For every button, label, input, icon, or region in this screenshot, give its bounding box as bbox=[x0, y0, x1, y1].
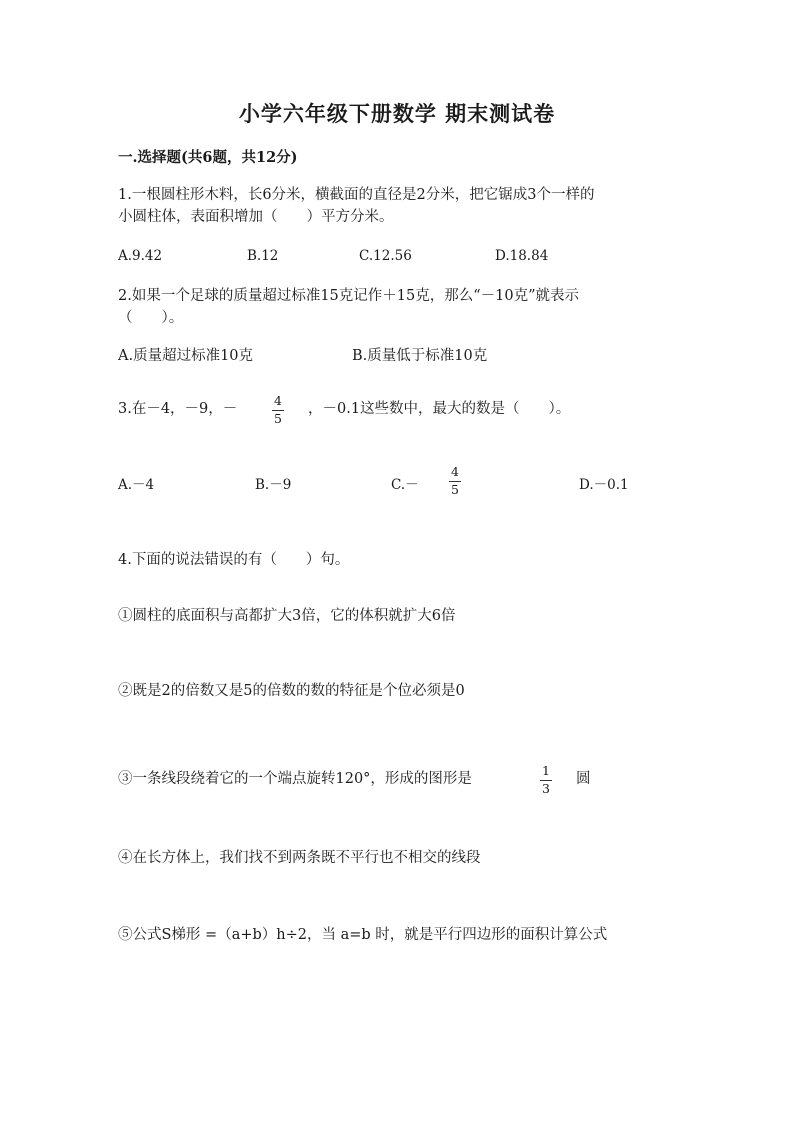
fraction-denominator: 5 bbox=[451, 482, 459, 497]
fraction-numerator: 4 bbox=[274, 393, 282, 408]
question-1-option-b: B.12 bbox=[247, 248, 279, 264]
question-4-statement-2: ②既是2的倍数又是5的倍数的数的特征是个位必须是0 bbox=[118, 683, 465, 699]
question-3-option-c-fraction bbox=[449, 465, 461, 497]
question-1-line-2: 小圆柱体，表面积增加（ ）平方分米。 bbox=[118, 209, 394, 225]
fraction-denominator: 5 bbox=[274, 411, 282, 426]
question-4-statement-3-prefix: ③一条线段绕着它的一个端点旋转120°，形成的图形是 bbox=[118, 771, 472, 787]
question-2-line-1: 2.如果一个足球的质量超过标准15克记作＋15克，那么“－10克”就表示 bbox=[118, 288, 580, 304]
question-3-option-c: C.－ bbox=[391, 477, 419, 493]
question-4-statement-5: ⑤公式S梯形 =（a+b）h÷2，当 a=b 时，就是平行四边形的面积计算公式 bbox=[118, 927, 608, 943]
question-3-option-a: A.－4 bbox=[118, 477, 155, 493]
question-2-option-a: A.质量超过标准10克 bbox=[118, 348, 254, 364]
question-1-option-c: C.12.56 bbox=[359, 248, 412, 264]
section-heading: 一.选择题(共6题，共12分) bbox=[118, 149, 298, 166]
question-3-option-d: D.－0.1 bbox=[579, 477, 629, 493]
question-3-prefix: 3.在－4，－9，－ bbox=[118, 401, 238, 417]
question-1-option-d: D.18.84 bbox=[495, 248, 549, 264]
question-2-option-b: B.质量低于标准10克 bbox=[352, 348, 488, 364]
fraction-denominator: 3 bbox=[542, 781, 550, 796]
question-3-suffix: ，－0.1这些数中，最大的数是（ ）。 bbox=[308, 401, 571, 417]
question-3-option-b: B.－9 bbox=[255, 477, 292, 493]
fraction-numerator: 1 bbox=[542, 763, 550, 778]
fraction-numerator: 4 bbox=[451, 464, 459, 479]
question-4-statement-3-suffix: 圆 bbox=[576, 771, 591, 787]
question-2-line-2: （ ）。 bbox=[118, 310, 184, 326]
question-4-statement-4: ④在长方体上，我们找不到两条既不平行也不相交的线段 bbox=[118, 850, 481, 866]
question-1-option-a: A.9.42 bbox=[118, 248, 163, 264]
question-4-statement-3-fraction bbox=[540, 764, 552, 796]
question-3-fraction bbox=[272, 394, 284, 426]
question-4-statement-1: ①圆柱的底面积与高都扩大3倍，它的体积就扩大6倍 bbox=[118, 608, 456, 624]
question-4-stem: 4.下面的说法错误的有（ ）句。 bbox=[118, 552, 350, 568]
question-1-line-1: 1.一根圆柱形木料，长6分米，横截面的直径是2分米，把它锯成3个一样的 bbox=[118, 187, 595, 203]
page-title: 小学六年级下册数学 期末测试卷 bbox=[238, 101, 556, 126]
